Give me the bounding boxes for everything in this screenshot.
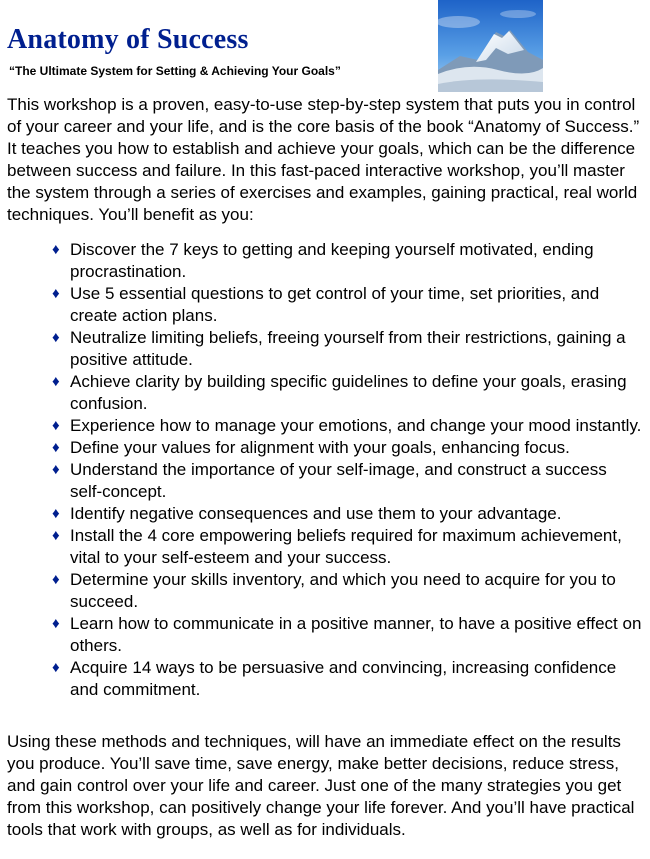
list-item bbox=[52, 613, 642, 657]
list-item bbox=[52, 239, 642, 283]
diamond-bullet-icon: ♦ bbox=[52, 659, 60, 676]
benefits-list bbox=[52, 239, 642, 701]
diamond-bullet-icon: ♦ bbox=[52, 527, 60, 544]
diamond-bullet-icon: ♦ bbox=[52, 241, 60, 258]
diamond-bullet-icon: ♦ bbox=[52, 285, 60, 302]
page-title: Anatomy of Success bbox=[7, 24, 249, 55]
intro-paragraph: This workshop is a proven, easy-to-use step-by-step system that puts you in control of your career and your life, and is the core basis of the book “Anatomy of Success.” It teaches you how to establish and achieve your goals, which can be the difference between success and failure. In this fast-paced interactive workshop, you’ll master the system through a series of exercises and examples, gaining practical, real world techniques. You’ll benefit as you: bbox=[7, 95, 640, 224]
list-item bbox=[52, 525, 642, 569]
list-item bbox=[52, 459, 642, 503]
list-item-text: Determine your skills inventory, and which you need to acquire for you to succeed. bbox=[70, 570, 616, 611]
list-item bbox=[52, 437, 642, 459]
list-item bbox=[52, 327, 642, 371]
list-item bbox=[52, 283, 642, 327]
diamond-bullet-icon: ♦ bbox=[52, 329, 60, 346]
list-item bbox=[52, 503, 642, 525]
diamond-bullet-icon: ♦ bbox=[52, 417, 60, 434]
list-item-text: Define your values for alignment with your goals, enhancing focus. bbox=[70, 438, 570, 457]
diamond-bullet-icon: ♦ bbox=[52, 615, 60, 632]
list-item-text: Install the 4 core empowering beliefs required for maximum achievement, vital to your self-esteem and your success. bbox=[70, 526, 622, 567]
list-item bbox=[52, 657, 642, 701]
diamond-bullet-icon: ♦ bbox=[52, 571, 60, 588]
list-item-text: Use 5 essential questions to get control of your time, set priorities, and create action plans. bbox=[70, 284, 600, 325]
list-item-text: Learn how to communicate in a positive manner, to have a positive effect on others. bbox=[70, 614, 642, 655]
list-item-text: Identify negative consequences and use them to your advantage. bbox=[70, 504, 562, 523]
diamond-bullet-icon: ♦ bbox=[52, 461, 60, 478]
closing-paragraph: Using these methods and techniques, will have an immediate effect on the results you produce. You’ll save time, save energy, make better decisions, reduce stress, and gain control over your life and career. Just one of the many strategies you get from this workshop, can positively change your life forever. And you’ll have practical tools that work with groups, as well as for individuals. bbox=[7, 732, 635, 839]
diamond-bullet-icon: ♦ bbox=[52, 505, 60, 522]
mountain-photo-icon bbox=[438, 0, 543, 92]
diamond-bullet-icon: ♦ bbox=[52, 373, 60, 390]
list-item-text: Achieve clarity by building specific guidelines to define your goals, erasing confusion. bbox=[70, 372, 627, 413]
list-item-text: Understand the importance of your self-image, and construct a success self-concept. bbox=[70, 460, 607, 501]
list-item-text: Experience how to manage your emotions, and change your mood instantly. bbox=[70, 416, 642, 435]
list-item bbox=[52, 415, 642, 437]
list-item bbox=[52, 371, 642, 415]
list-item-text: Acquire 14 ways to be persuasive and convincing, increasing confidence and commitment. bbox=[70, 658, 617, 699]
list-item-text: Discover the 7 keys to getting and keeping yourself motivated, ending procrastination. bbox=[70, 240, 594, 281]
page-subtitle: “The Ultimate System for Setting & Achieving Your Goals” bbox=[9, 64, 341, 78]
list-item bbox=[52, 569, 642, 613]
list-item-text: Neutralize limiting beliefs, freeing yourself from their restrictions, gaining a positive attitude. bbox=[70, 328, 626, 369]
diamond-bullet-icon: ♦ bbox=[52, 439, 60, 456]
